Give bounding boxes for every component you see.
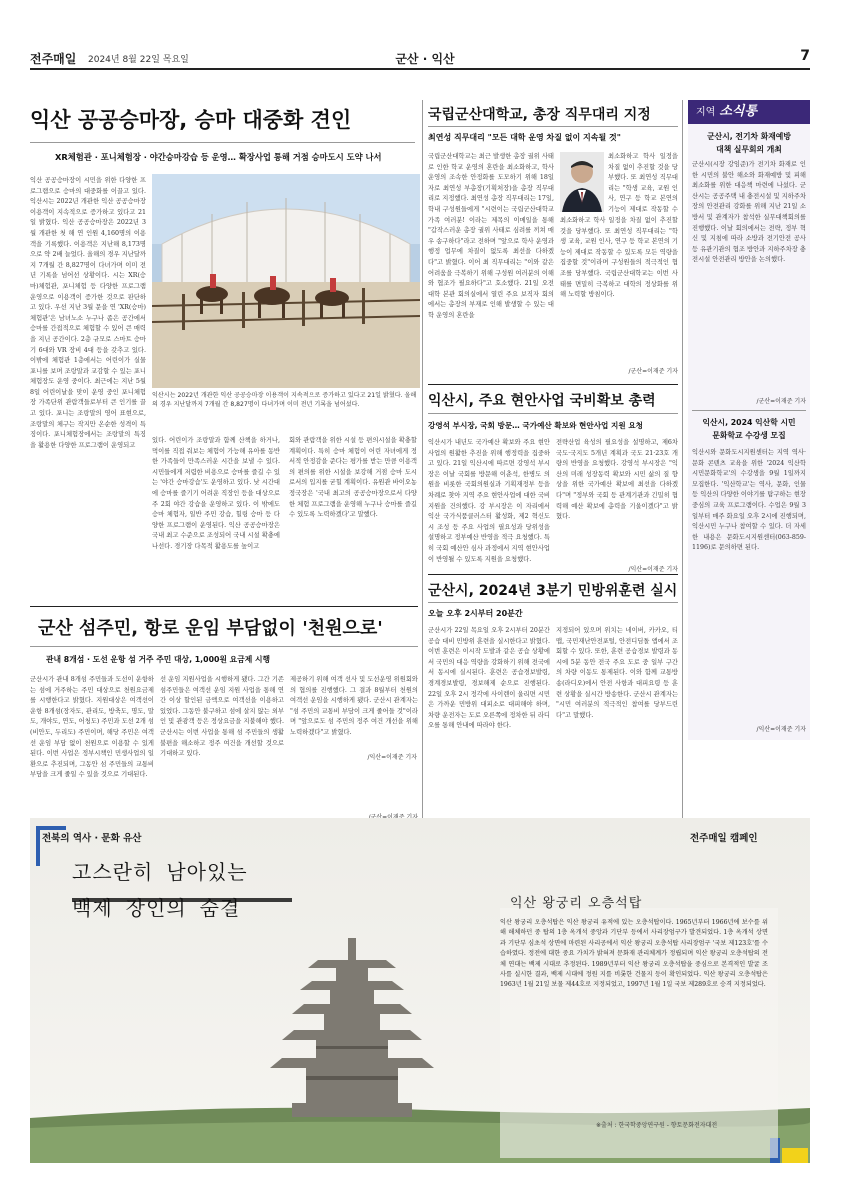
article3-headline: 익산시, 주요 현안사업 국비확보 총력 bbox=[428, 393, 656, 409]
campaign-body: 익산 왕궁리 오층석탑은 익산 왕궁리 유적에 있는 오층석탑이다. 1965년부터 1966년에 보수를 위해 해체하던 중 탑의 1층 옥개석 중앙과 기단부 등에서 사리장엄구가 발견되었다. 1층 옥개석 상면과 기단부 심초석 상면에 마련된 사리공에서 익산 왕궁리 오층석탑 사리장엄구 '국보 제123호'를 수습하였다. 정전에 대한 중요 가치가 밝혀져 문화재 관리체계가 정립되며 익산 왕궁리 오층석탑의 전체 연대는 백제 시대로 추정된다. 1989년부터 익산 왕궁리 오층석탑을 중심으로 본격적인 발굴 조사를 실시한 결과, 백제 시대에 정원 지를 비롯한 건물지 등이 확인되었다. 익산 왕궁리 오층석탑은 1963년 1월 21일 보물 제44호로 지정되었고, 1997년 1월 1일 국보 제289호로 승격 지정되었다. bbox=[500, 919, 768, 989]
article5-col1: 군산시가 관내 8개섬 주민들과 도선이 운항하는 섬에 거주하는 주민 대상으로 천원요금제를 시행한다고 밝혔다. 지원대상은 여객선이 운항 8개섬(장자도, 관리도, 방축도, 명도, 말도, 개야도, 연도, 어청도) 주민과 도선 2개 섬(비안도, 두리도) 주민이며, 해당 주민은 여객선 운임 부담 없이 천원으로 이용할 수 있게 된다. 이번 사업은 정부시책인 민생사업의 일환으로 추진되며, 그동안 섬 주민들의 교통비 부담을 크게 줄일 수 있을 것으로 기대된다. bbox=[30, 676, 154, 779]
article1-col3: 회와 관람객을 위한 시설 등 편의시설을 확충할 계획이다. 특히 승마 체험이 어린 자녀에게 정서적 안정감을 준다는 평가를 받는 만큼 이용객의 편의를 위한 시설을 보강해 거점 승마 도시로서의 입지를 굳힐 계획이다. 유원관 바이오농정국장은 '국내 최고의 공공승마장으로서 다양한 체험 프로그램을 운영해 누구나 승마를 즐길 수 있도록 노력하겠다'고 말했다. bbox=[289, 437, 417, 519]
article5-subhead: 관내 8개섬 · 도선 운항 섬 거주 주민 대상, 1,000원 요금제 시행 bbox=[46, 655, 271, 664]
campaign-item-title: 익산 왕궁리 오층석탑 bbox=[510, 896, 643, 911]
article4-headline: 군산시, 2024년 3분기 민방위훈련 실시 bbox=[428, 583, 678, 599]
sidebar-item2-body: 익산시와 문화도시지원센터는 지역 역사·문화 콘텐츠 교육을 위한 '2024 익산학 시민문화학교'의 수강생을 9월 1일까지 모집한다. '익산학교'는 역사, 문화, 인물 등 익산의 다양한 이야기를 탐구하는 현장 중심의 교육 프로그램이다. 수업은 9월 3일부터 매주 화요일 오후 2시에 진행되며, 익산시민 누구나 참여할 수 있다. 더 자세한 내용은 문화도시지원센터(063-859-1196)로 문의하면 된다. bbox=[692, 449, 806, 552]
article5-col2: 선 운임 지원사업을 시행하게 됐다. 그간 기존 섬주민들은 여객선 운임 지원 사업을 통해 연간 이상 할인된 금액으로 여객선을 이용하고 있었다. 그동안 불구하고 섬에 살지 않는 외부인 및 관광객 등은 정상요금을 지불해야 했다. 군산시는 이번 사업을 통해 섬 주민들의 생활 불편을 해소하고 정주 여건을 개선할 것으로 기대하고 있다. bbox=[160, 676, 284, 758]
sidebar-tag-title: 소식통 bbox=[719, 104, 758, 119]
article4-col1: 군산시가 22일 목요일 오후 2시부터 20분간 공습 대비 민방위 훈련을 실시한다고 밝혔다. 이번 훈련은 이시작 도발과 같은 공습 상황에서 국민의 대응 역량을 강화하기 위해 전국에서 동시에 실시된다. 훈련은 공습경보발령, 경계경보발령, 경보해제 순으로 진행된다. 22일 오후 2시 정각에 사이렌이 울리면 시민은 가까운 민방위 대피소로 대피해야 하며, 차량 운전자는 도로 오른쪽에 정차한 뒤 라디오를 통해 안내에 따라야 한다. bbox=[428, 627, 550, 730]
article2-subhead: 최연성 직무대리 "모든 대학 운영 차질 없이 지속될 것" bbox=[428, 133, 621, 142]
page-header bbox=[30, 48, 810, 70]
article4-col2: 지정되어 있으며 위치는 네이버, 카카오, 티맵, 국민재난안전포털, 안전디딤돌 앱에서 조회할 수 있다. 또한, 훈련 공습경보 발령과 동시에 5분 동안 전국 주요 도로 중 일부 구간의 차량 이동도 통제된다. 이와 함께 교통방송(라디오)에서 안전 사항과 대피요령 등 훈련 상황을 실시간 방송한다. 군산시 관계자는 "시민 여러분의 적극적인 참여를 당부드린다"고 말했다. bbox=[556, 627, 678, 719]
article5-col3: 제공하기 위해 여객 선사 및 도선운영 위원회와의 협의를 진행했다. 그 결과 8월부터 천원의 여객선 운임을 시행하게 됐다. 군산시 관계자는 "섬 주민의 교통비 부담이 크게 줄어들 것"이라며 "앞으로도 섬 주민의 정주 여건 개선을 위해 노력하겠다"고 밝혔다. bbox=[290, 676, 418, 736]
article1-col1: 익산 공공승마장이 시민을 위한 다양한 프로그램으로 승마의 대중화를 이끌고 있다. 익산시는 2022년 개관한 익산 공공승마장 이용객이 지속적으로 증가하고 있다고 21일 밝혔다. 익산 공공승마장은 2022년 3월 개관한 첫 해 연 인원 4,160명의 이용객을 기록했다. 이용객은 지난해 8,173명으로 약 2배 늘었다. 올해의 경우 지난달까지 7개월 간 8,827명이 다녀가며 이미 전년 기록을 넘어선 상황이다. 시는 XR(승마)체험관, 포니체험 등 다양한 프로그램 운영으로 이용객이 증가한 것으로 판단하고 있다. 우선 지난 3월 문을 연 'XR(승마)체험관'은 남녀노소 누구나 좁은 공간에서 승마를 간접적으로 체험할 수 있어 큰 매력을 지닌 공간이다. 2층 규모로 스마트 승마기 6대와 VR 장비 4대 등을 갖추고 있다. 이밖에 체험관 1층에서는 어린이가 실물 포니를 보며 조랑말과 교감할 수 있는 포니체험장도 운영 중이다. 최근에는 지난 5월 8일 어린이날을 맞이 운영 중인 포니체험장 가족단위 관람객들로부터 큰 인기를 끌고 있다. 포니는 조랑말의 영어 표현으로, 조랑말의 체구는 작지만 온순한 성격이 특징이다. 포니체험장에서는 조랑말의 특징을 활용한 다양한 프로그램이 운영되고 bbox=[30, 177, 146, 449]
article2-col2: 최소화하고 학사 일정을 차질 없이 추진할 것을 당부했다. 또 최연성 직무대리는 "학생 교육, 교원 인사, 연구 등 학교 본연의 기능이 제대로 작동할 수 있도록 모든 역량을 집중할 것"이라며 구성원들의 적극적인 협조를 당부했다. 국립군산대학교는 이번 사태를 면밀히 극복하고 대학의 정상화를 위해 노력할 방침이다. bbox=[560, 217, 678, 299]
article2-headline: 국립군산대학교, 총장 직무대리 지정 bbox=[428, 107, 651, 123]
campaign-source: ※출처 : 한국학중앙연구원 - 향토문화전자대전 bbox=[596, 1122, 718, 1129]
portrait-photo bbox=[560, 152, 604, 212]
article2-byline: /군산=이재준 기자 bbox=[628, 368, 678, 375]
article1-subhead: XR체험관 · 포니체험장 · 야간승마강습 등 운영… 확장사업 통해 거점 승마도시 도약 나서 bbox=[55, 152, 382, 162]
campaign-label: 전주매일 캠페인 bbox=[690, 833, 758, 844]
riding-arena-photo bbox=[152, 174, 420, 388]
campaign-series-label: 전북의 역사 · 문화 유산 bbox=[42, 833, 142, 844]
sidebar-item2-title bbox=[692, 416, 806, 442]
article3-col1: 익산시가 내년도 국가예산 확보와 주요 현안사업의 원활한 추진을 위해 행정력을 집중하고 있다. 21일 익산시에 따르면 강영석 부시장은 이날 국회를 방문해 이춘석, 한병도 의원을 비롯한 국회의원실과 기획재정부 등을 차례로 찾아 지역 주요 현안사업에 대한 국비 지원을 건의했다. 강 부시장은 이 자리에서 익산 국가식품클러스터 활성화, 제2 혁신도시 조성 등 주요 사업의 필요성과 당위성을 설명하고 정부예산 반영을 적극 요청했다. 특히 국회 예산안 심사 과정에서 지역 현안사업이 반영될 수 있도록 지원을 요청했다. bbox=[428, 439, 550, 563]
article5-headline: 군산 섬주민, 항로 운임 부담없이 '천원으로' bbox=[38, 618, 383, 639]
article3-byline: /익산=이재준 기자 bbox=[628, 566, 678, 573]
newspaper-brand: 전주매일 bbox=[30, 52, 77, 66]
article2-col1: 국립군산대학교는 최근 발생한 총장 궐위 사태로 인한 학교 운영의 혼란을 최소화하고, 학사 운영의 조속한 안정화를 도모하기 위해 18일자로 최연성 부총장(기획처장)을 총장 직무대리로 지정했다. 최연성 총장 직무대리는 17일, 학내 구성원들에게 "시련이는 국립군산대학교 가족 여러분! 이라는 제목의 이메일을 통해 "갑작스러운 총장 궐위 사태로 심려를 끼쳐 매우 송구하다"라고 전하며 "앞으로 학사 운영과 행정 업무에 차질이 없도록 최선을 다하겠다"고 밝혔다. 이어 최 직무대리는 "이와 같은 어려움을 극복하기 위해 구성원 여러분의 이해와 협조가 필요하다"고 호소했다. 21일 오전 대학 본관 회의실에서 열린 주요 보직자 회의에서는 총장의 부재로 인해 발생할 수 있는 대학 운영의 혼란을 bbox=[428, 153, 554, 319]
sidebar-tag bbox=[688, 100, 810, 124]
article4-subhead: 오늘 오후 2시부터 20분간 bbox=[428, 609, 523, 618]
article1-headline: 익산 공공승마장, 승마 대중화 견인 bbox=[30, 108, 352, 132]
section-name: 군산 · 익산 bbox=[395, 52, 455, 66]
sidebar-item1-title bbox=[692, 130, 806, 156]
article1-col2: 있다. 어린이가 조랑말과 함께 산책을 하거나, 먹이를 직접 줘보는 체험이 가능해 유아를 동반한 가족들이 만족스러운 시간을 보낼 수 있다. 시민들에게 저렴한 비용으로 승마를 즐길 수 있는 '야간 승마강습'도 운영하고 있다. 낮 시간대에 승마를 즐기기 어려운 직장인 등을 대상으로 주 2회 야간 강습을 운영하고 있다. 이 밖에도 승마 체험자, 일반 주민 강습, 힐링 승마 등 다양한 프로그램이 운영된다. 익산 공공승마장은 국내 최고 수준으로 조성되어 국내 시설 확충에 나선다. 경기장 다목적 활용도를 높이고 bbox=[152, 437, 280, 550]
article3-subhead: 강영석 부시장, 국회 방문… 국가예산 확보와 현안사업 지원 요청 bbox=[428, 421, 644, 430]
sidebar-item2-byline: /익산=이재준 기자 bbox=[756, 726, 806, 733]
page-number: 7 bbox=[800, 48, 810, 64]
issue-date: 2024년 8월 22일 목요일 bbox=[88, 55, 189, 65]
sidebar-tag-prefix: 지역 bbox=[696, 107, 716, 118]
article2-col2-top: 최소화하고 학사 일정을 차질 없이 추진할 것을 당부했다. 또 최연성 직무대리는 "학생 교육, 교원 인사, 연구 등 학교 본연의 기능이 제대로 작동할 수 bbox=[608, 153, 678, 212]
sidebar-item1-byline: /군산=이재준 기자 bbox=[756, 398, 806, 405]
sidebar-item1-title-line2: 대책 실무회의 개최 bbox=[716, 145, 782, 154]
article1-photo-caption: 익산시는 2022년 개관한 익산 공공승마장 이용객이 지속적으로 증가하고 있다고 21일 밝혔다. 올해의 경우 지난달까지 7개월 간 8,827명이 다녀가며 이미 전년 기록을 넘어섰다. bbox=[152, 392, 417, 408]
sidebar-item1-body: 군산시(시장 강임준)가 전기차 화재로 인한 시민의 불안 해소와 화재예방 및 피해 최소화를 위한 대응책 마련에 나섰다. 군산시는 공공주택 내 충전시설 및 지하주차장의 안전관리 강화를 위해 지난 21일 소방서 및 관계자가 참석한 실무대책회의를 진행했다. 이날 회의에서는 전략, 정부 혁신 및 지침에 따라 소방과 전기안전 공사 등 유관기관의 협조 방안과 지하주차장 충전시설 안전관리 방안을 논의했다. bbox=[692, 161, 806, 264]
article1-byline: /익산=이재준 기자 bbox=[367, 754, 417, 761]
article3-col2: 전략산업 육성의 필요성을 설명하고, 제6차 국도·국지도 5개년 계획과 국도 21·23호 개량의 반영을 요청했다. 강영석 부시장은 "익산의 미래 성장동력 확보와 시민 삶의 질 향상을 위한 국가예산 확보에 최선을 다하겠다"며 "정부와 국회 등 관계기관과 긴밀히 협력해 예산 확보에 총력을 기울이겠다"고 밝혔다. bbox=[556, 439, 678, 521]
sidebar-item1-title-line1: 군산시, 전기차 화재예방 bbox=[707, 132, 791, 141]
campaign-headline-line1: 고스란히 남아있는 bbox=[72, 860, 248, 884]
sidebar-item2-title-line1: 익산시, 2024 익산학 시민 bbox=[702, 418, 796, 427]
campaign-headline-line2: 백제 장인의 숨결 bbox=[72, 896, 241, 920]
sidebar-item2-title-line2: 문화학교 수강생 모집 bbox=[712, 431, 786, 440]
